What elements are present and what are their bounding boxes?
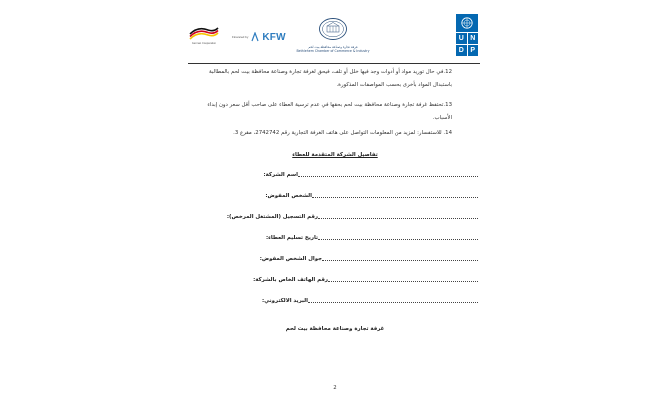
registration-number-label: رقم التسجيل (المشتغل المرخص): [226,214,318,220]
submission-date-field[interactable] [262,231,478,241]
clause-12 [190,66,452,92]
authorized-person-label: الشخص المفوض: [265,193,312,199]
clause-14 [190,127,452,140]
email-line[interactable] [308,302,478,303]
kfw-logo [232,30,286,44]
clause-13 [190,99,452,125]
authorized-mobile-field[interactable] [256,252,478,262]
undp-letter-n: N [468,33,479,44]
footer-organization: غرفة تجارة وصناعة محافظة بيت لحم [285,326,385,332]
chamber-emblem-icon [318,17,348,41]
clause-13-line-1: 13.تحتفظ غرفة تجارة وصناعة محافظة بيت لحم بحقها في عدم ترسية العطاء على صاحب أقل سعر دون إبداء [207,102,452,108]
kfw-mark-icon [251,32,259,42]
kfw-prefix: Financed by [232,35,249,39]
company-name-field[interactable] [259,168,478,178]
german-flag-icon [188,24,220,42]
company-name-line[interactable] [298,176,478,177]
clause-13-line-2: الأسباب. [432,115,452,121]
german-cooperation-logo [188,24,220,50]
undp-letter-u: U [456,33,467,44]
chamber-name-arabic: غرفة تجارة وصناعة محافظة بيت لحم [308,45,358,49]
email-field[interactable] [258,294,478,304]
company-phone-line[interactable] [328,281,478,282]
authorized-mobile-line[interactable] [322,260,478,261]
registration-number-field[interactable] [223,210,478,220]
undp-letter-d: D [456,45,467,56]
company-phone-label: رقم الهاتف الخاص بالشركة: [253,277,328,283]
authorized-mobile-label: جوال الشخص المفوض: [259,256,322,262]
email-label: البريد الالكتروني: [262,298,308,304]
clause-12-line-2: باستبدال المواد بأخرى بحسب المواصفات المذكورة. [336,82,452,88]
company-name-label: اسم الشركة: [263,172,298,178]
undp-letter-p: P [468,45,479,56]
clause-14-line-1: 14. للاستفسار: لمزيد من المعلومات التواصل على هاتف الغرفة التجارية رقم 2742742، مقرع 3. [233,130,452,136]
registration-number-line[interactable] [318,218,478,219]
authorized-person-field[interactable] [261,189,478,199]
form-title: تفاصيل الشركة المتقدمة للعطاء [292,152,378,158]
clause-12-line-1: 12.في حال توريد مواد أو أدوات وجد فيها خلل أو تلف، فيحق لغرفة تجارة وصناعة محافظة بيت لحم بالمطالبة [209,69,452,75]
chamber-name-english: Bethlehem Chamber of Commerce & Industry [296,49,370,53]
undp-logo [456,14,478,54]
chamber-logo [296,17,370,57]
page-number: 2 [333,385,337,391]
un-emblem-icon [456,14,478,32]
kfw-name: KFW [262,31,286,43]
authorized-person-line[interactable] [312,197,478,198]
submission-date-line[interactable] [318,239,478,240]
header-divider [188,63,480,64]
submission-date-label: تاريخ تسليم العطاء: [265,235,318,241]
company-phone-field[interactable] [249,273,478,283]
german-cooperation-caption: German Cooperation [191,42,217,45]
